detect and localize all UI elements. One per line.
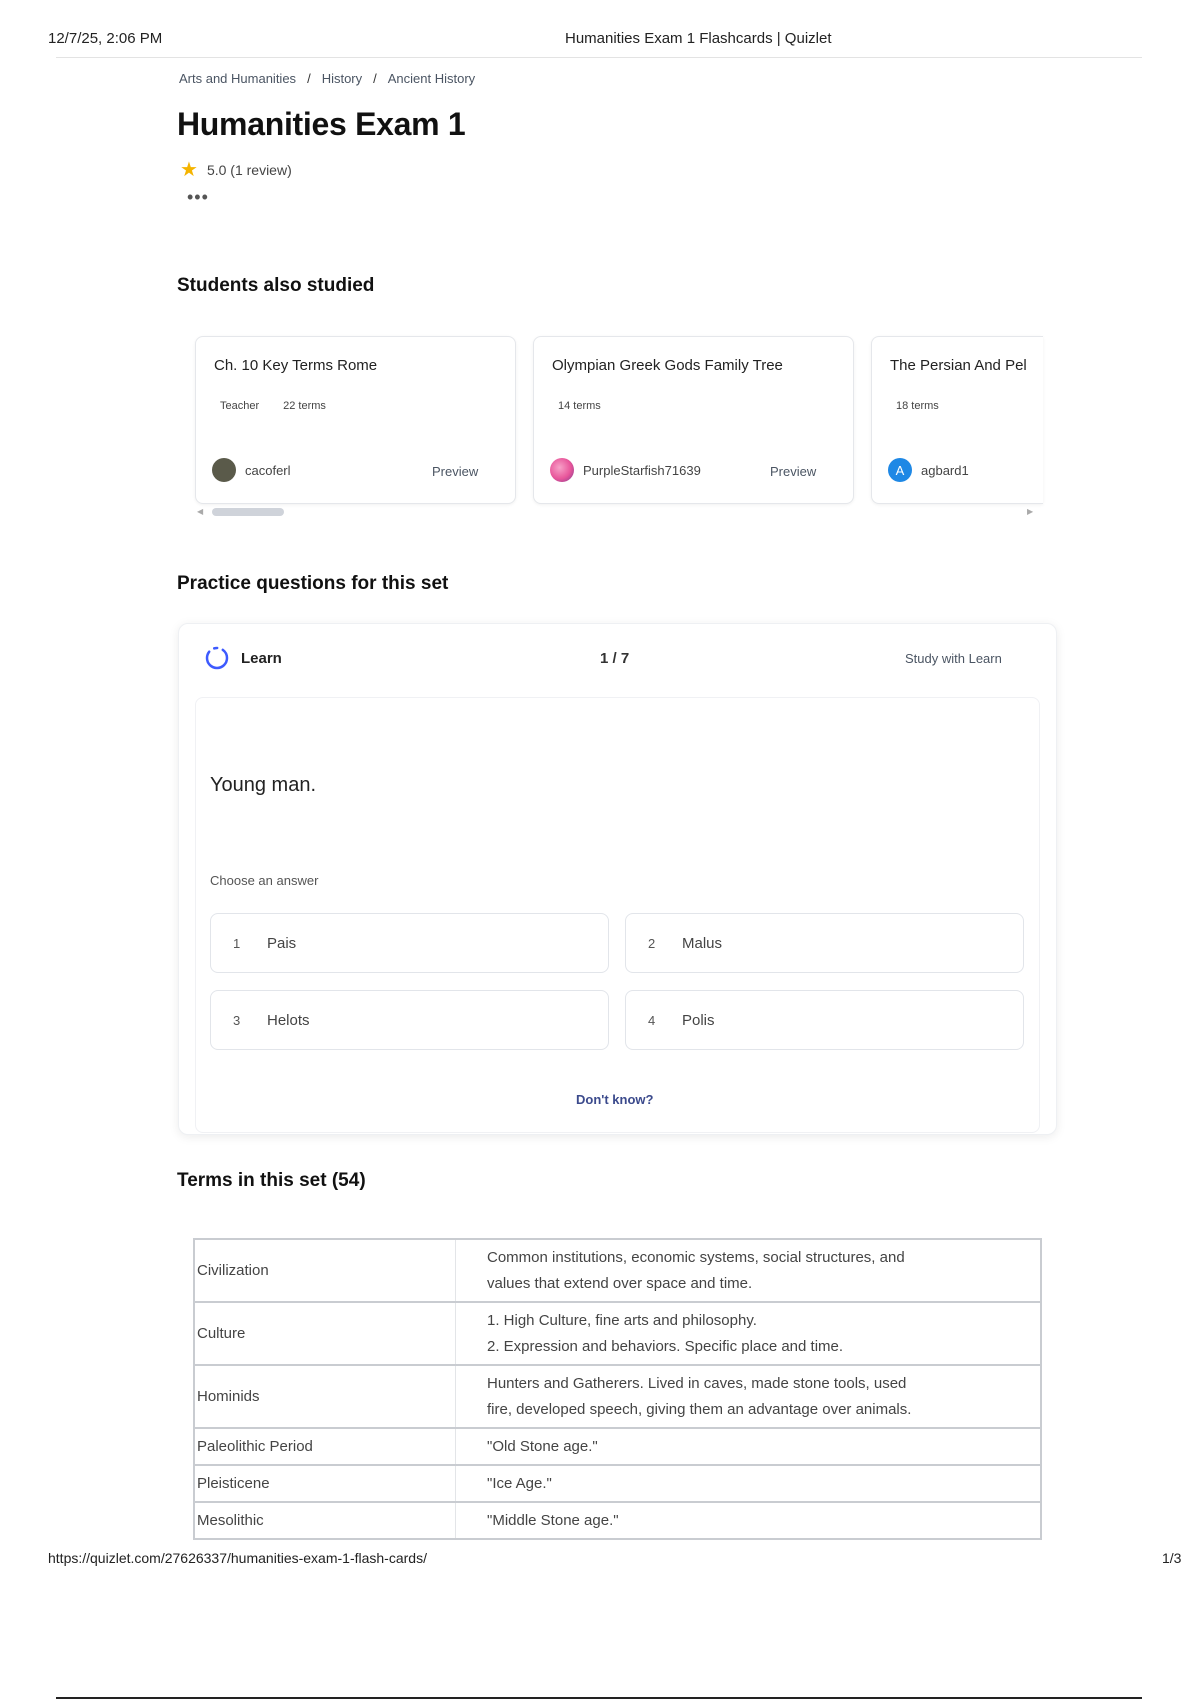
option-number: 2 xyxy=(648,935,656,951)
rating-text: 5.0 (1 review) xyxy=(206,162,292,178)
carousel-scrollbar[interactable] xyxy=(212,508,284,516)
terms-table-wrapper xyxy=(190,1238,1050,1543)
study-set-card[interactable] xyxy=(195,336,516,504)
terms-heading: Terms in this set (54) xyxy=(177,1170,366,1191)
card-title: The Persian And Pel xyxy=(890,357,1027,374)
practice-heading: Practice questions for this set xyxy=(177,573,449,594)
definition-cell xyxy=(456,1239,1042,1302)
term-cell: Hominids xyxy=(194,1365,456,1428)
card-author[interactable] xyxy=(550,458,701,482)
breadcrumb-separator: / xyxy=(307,71,311,86)
also-studied-heading: Students also studied xyxy=(177,275,375,296)
card-term-count: 14 terms xyxy=(558,400,601,412)
breadcrumb-arts-and-humanities[interactable]: Arts and Humanities xyxy=(179,71,297,86)
learn-mode-label: Learn xyxy=(241,650,282,667)
card-username: PurpleStarfish71639 xyxy=(583,462,701,478)
print-url: https://quizlet.com/27626337/humanities-exam-1-flash-cards/ xyxy=(48,1550,427,1566)
table-row xyxy=(194,1428,1041,1465)
table-row xyxy=(194,1365,1041,1428)
definition-line: 1. High Culture, fine arts and philosophy. xyxy=(487,1311,757,1329)
table-row xyxy=(194,1302,1041,1365)
avatar xyxy=(212,458,236,482)
choose-answer-label: Choose an answer xyxy=(210,873,319,888)
term-cell: Culture xyxy=(194,1302,456,1365)
term-cell: Paleolithic Period xyxy=(194,1428,456,1465)
option-number: 1 xyxy=(233,935,241,951)
more-options-icon[interactable]: ••• xyxy=(187,187,209,207)
header-divider xyxy=(56,57,1142,58)
term-cell: Mesolithic xyxy=(194,1502,456,1539)
avatar: A xyxy=(888,458,912,482)
question-progress: 1 / 7 xyxy=(600,650,630,667)
term-cell: Civilization xyxy=(194,1239,456,1302)
definition-line: 2. Expression and behaviors. Specific place and time. xyxy=(487,1337,844,1355)
definition-cell xyxy=(456,1365,1042,1428)
option-number: 4 xyxy=(648,1012,656,1028)
card-username: cacoferl xyxy=(245,462,291,478)
page-title: Humanities Exam 1 xyxy=(177,106,466,142)
card-term-count: 18 terms xyxy=(896,400,939,412)
print-datetime: 12/7/25, 2:06 PM xyxy=(48,30,163,47)
card-meta xyxy=(220,400,326,412)
card-badge-teacher: Teacher xyxy=(220,400,260,412)
preview-button[interactable]: Preview xyxy=(432,464,479,479)
card-title: Olympian Greek Gods Family Tree xyxy=(552,357,783,374)
breadcrumb-separator: / xyxy=(373,71,377,86)
option-text: Malus xyxy=(682,934,723,952)
breadcrumb xyxy=(179,71,475,86)
option-text: Helots xyxy=(267,1011,310,1029)
answer-option-3[interactable] xyxy=(210,990,609,1050)
question-text: Young man. xyxy=(210,774,317,796)
definition-cell xyxy=(456,1302,1042,1365)
definition-line: Hunters and Gatherers. Lived in caves, made stone tools, used xyxy=(487,1374,907,1392)
definition-cell: "Old Stone age." xyxy=(456,1428,1042,1465)
card-meta xyxy=(896,400,939,412)
breadcrumb-history[interactable]: History xyxy=(321,71,363,86)
avatar xyxy=(550,458,574,482)
definition-cell: "Ice Age." xyxy=(456,1465,1042,1502)
card-username: agbard1 xyxy=(921,462,969,478)
term-cell: Pleisticene xyxy=(194,1465,456,1502)
definition-cell: "Middle Stone age." xyxy=(456,1502,1042,1539)
table-row xyxy=(194,1502,1041,1539)
definition-line: Common institutions, economic systems, social structures, and xyxy=(487,1248,905,1266)
option-number: 3 xyxy=(233,1012,241,1028)
print-page-number: 1/3 xyxy=(1162,1550,1182,1566)
study-set-card[interactable] xyxy=(533,336,854,504)
terms-table xyxy=(193,1238,1042,1540)
print-doc-title: Humanities Exam 1 Flashcards | Quizlet xyxy=(565,30,832,47)
card-title: Ch. 10 Key Terms Rome xyxy=(214,357,378,374)
learn-icon xyxy=(204,645,228,669)
rating[interactable] xyxy=(180,160,292,180)
definition-line: values that extend over space and time. xyxy=(487,1274,753,1292)
card-meta xyxy=(558,400,601,412)
study-set-card[interactable] xyxy=(871,336,1043,504)
table-row xyxy=(194,1239,1041,1302)
dont-know-button[interactable]: Don't know? xyxy=(576,1092,654,1107)
scroll-right-icon[interactable]: ▶ xyxy=(1027,507,1034,516)
option-text: Pais xyxy=(267,934,297,952)
breadcrumb-ancient-history[interactable]: Ancient History xyxy=(387,71,476,86)
study-with-learn-link[interactable]: Study with Learn xyxy=(905,651,1002,666)
print-header xyxy=(48,30,1130,50)
scroll-left-icon[interactable]: ◀ xyxy=(197,507,204,516)
star-icon: ★ xyxy=(180,159,198,181)
card-author[interactable] xyxy=(212,458,291,482)
preview-button[interactable]: Preview xyxy=(770,464,817,479)
answer-option-1[interactable] xyxy=(210,913,609,973)
table-row xyxy=(194,1465,1041,1502)
answer-option-2[interactable] xyxy=(625,913,1024,973)
card-author[interactable] xyxy=(888,458,969,482)
answer-option-4[interactable] xyxy=(625,990,1024,1050)
card-term-count: 22 terms xyxy=(283,400,326,412)
page-bottom-rule xyxy=(56,1697,1142,1699)
option-text: Polis xyxy=(682,1011,715,1029)
definition-line: fire, developed speech, giving them an advantage over animals. xyxy=(487,1400,912,1418)
